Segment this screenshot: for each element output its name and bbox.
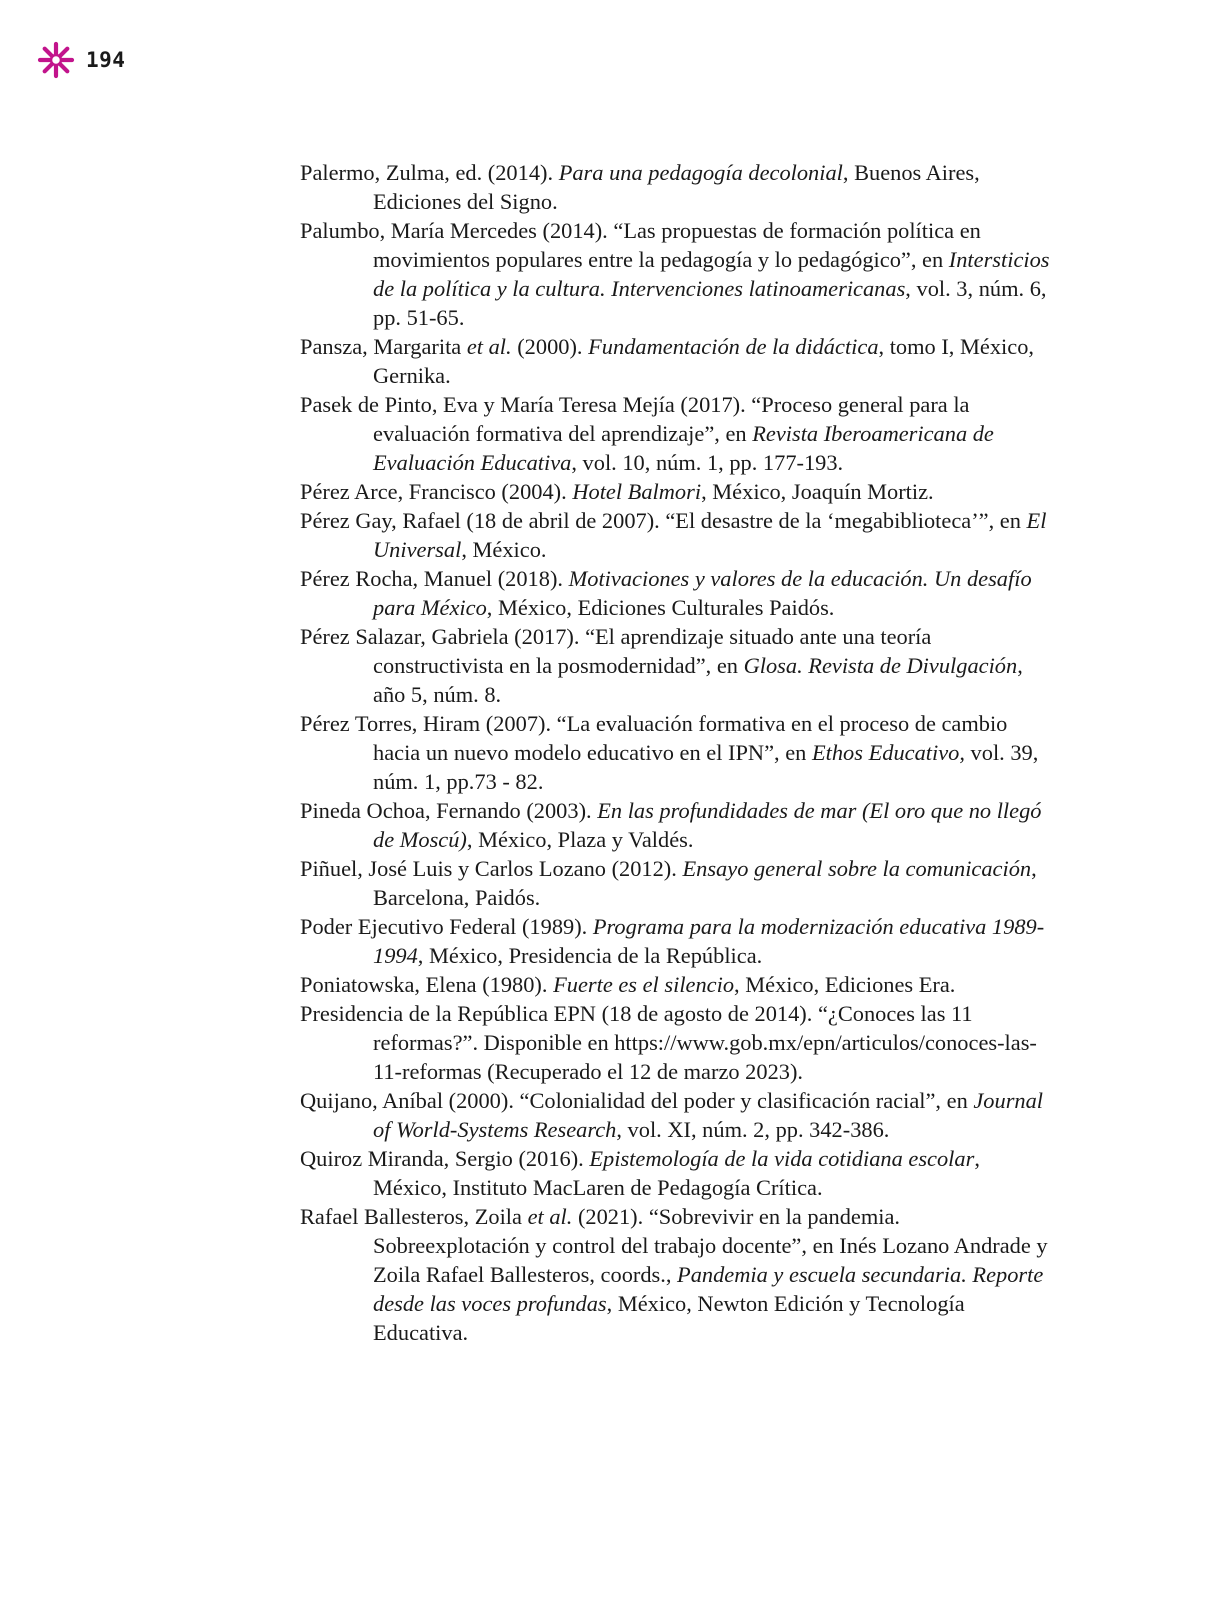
reference-entry: Pineda Ochoa, Fernando (2003). En las profundidades de mar (El oro que no llegó de Moscú), México, Plaza y Valdés. <box>300 798 1042 852</box>
reference-entry: Presidencia de la República EPN (18 de agosto de 2014). “¿Conoces las 11 reformas?”. Disponible en https://www.gob.mx/epn/articulos/conoces-las-11-reformas (Recuperado el 12 de marzo 2023). <box>300 1001 1037 1084</box>
reference-entry: Palermo, Zulma, ed. (2014). Para una pedagogía decolonial, Buenos Aires, Ediciones del Signo. <box>300 160 980 214</box>
reference-entry: Poniatowska, Elena (1980). Fuerte es el silencio, México, Ediciones Era. <box>300 972 956 997</box>
bibliography-list <box>300 158 1056 1347</box>
reference-entry: Pérez Rocha, Manuel (2018). Motivaciones y valores de la educación. Un desafío para México, México, Ediciones Culturales Paidós. <box>300 566 1032 620</box>
reference-entry: Pérez Arce, Francisco (2004). Hotel Balmori, México, Joaquín Mortiz. <box>300 479 934 504</box>
page-number: 194 <box>86 48 126 72</box>
reference-entry: Quiroz Miranda, Sergio (2016). Epistemología de la vida cotidiana escolar, México, Instituto MacLaren de Pedagogía Crítica. <box>300 1146 980 1200</box>
reference-entry: Pérez Torres, Hiram (2007). “La evaluación formativa en el proceso de cambio hacia un nuevo modelo educativo en el IPN”, en Ethos Educativo, vol. 39, núm. 1, pp.73 - 82. <box>300 711 1039 794</box>
reference-entry: Quijano, Aníbal (2000). “Colonialidad del poder y clasificación racial”, en Journal of World-Systems Research, vol. XI, núm. 2, pp. 342-386. <box>300 1088 1044 1142</box>
reference-entry: Pasek de Pinto, Eva y María Teresa Mejía (2017). “Proceso general para la evaluación formativa del aprendizaje”, en Revista Iberoamericana de Evaluación Educativa, vol. 10, núm. 1, pp. 177-193. <box>300 392 994 475</box>
asterisk-icon <box>36 40 76 80</box>
reference-entry: Rafael Ballesteros, Zoila et al. (2021). “Sobrevivir en la pandemia. Sobreexplotación y control del trabajo docente”, en Inés Lozano Andrade y Zoila Rafael Ballesteros, coords., Pandemia y escuela secundaria. Reporte desde las voces profundas, México, Newton Edición y Tecnología Educativa. <box>300 1204 1048 1345</box>
reference-entry: Piñuel, José Luis y Carlos Lozano (2012). Ensayo general sobre la comunicación, Barcelona, Paidós. <box>300 856 1037 910</box>
reference-entry: Pérez Salazar, Gabriela (2017). “El aprendizaje situado ante una teoría constructivista en la posmodernidad”, en Glosa. Revista de Divulgación, año 5, núm. 8. <box>300 624 1023 707</box>
reference-entry: Poder Ejecutivo Federal (1989). Programa para la modernización educativa 1989-1994, México, Presidencia de la República. <box>300 914 1045 968</box>
page-header <box>36 40 125 80</box>
asterisk-center <box>51 55 61 65</box>
reference-entry: Palumbo, María Mercedes (2014). “Las propuestas de formación política en movimientos populares entre la pedagogía y lo pedagógico”, en Intersticios de la política y la cultura. Intervenciones latinoamericanas, vol. 3, núm. 6, pp. 51-65. <box>300 218 1050 330</box>
reference-entry: Pansza, Margarita et al. (2000). Fundamentación de la didáctica, tomo I, México, Gernika. <box>300 334 1034 388</box>
reference-entry: Pérez Gay, Rafael (18 de abril de 2007). “El desastre de la ‘megabiblioteca’”, en El Universal, México. <box>300 508 1047 562</box>
